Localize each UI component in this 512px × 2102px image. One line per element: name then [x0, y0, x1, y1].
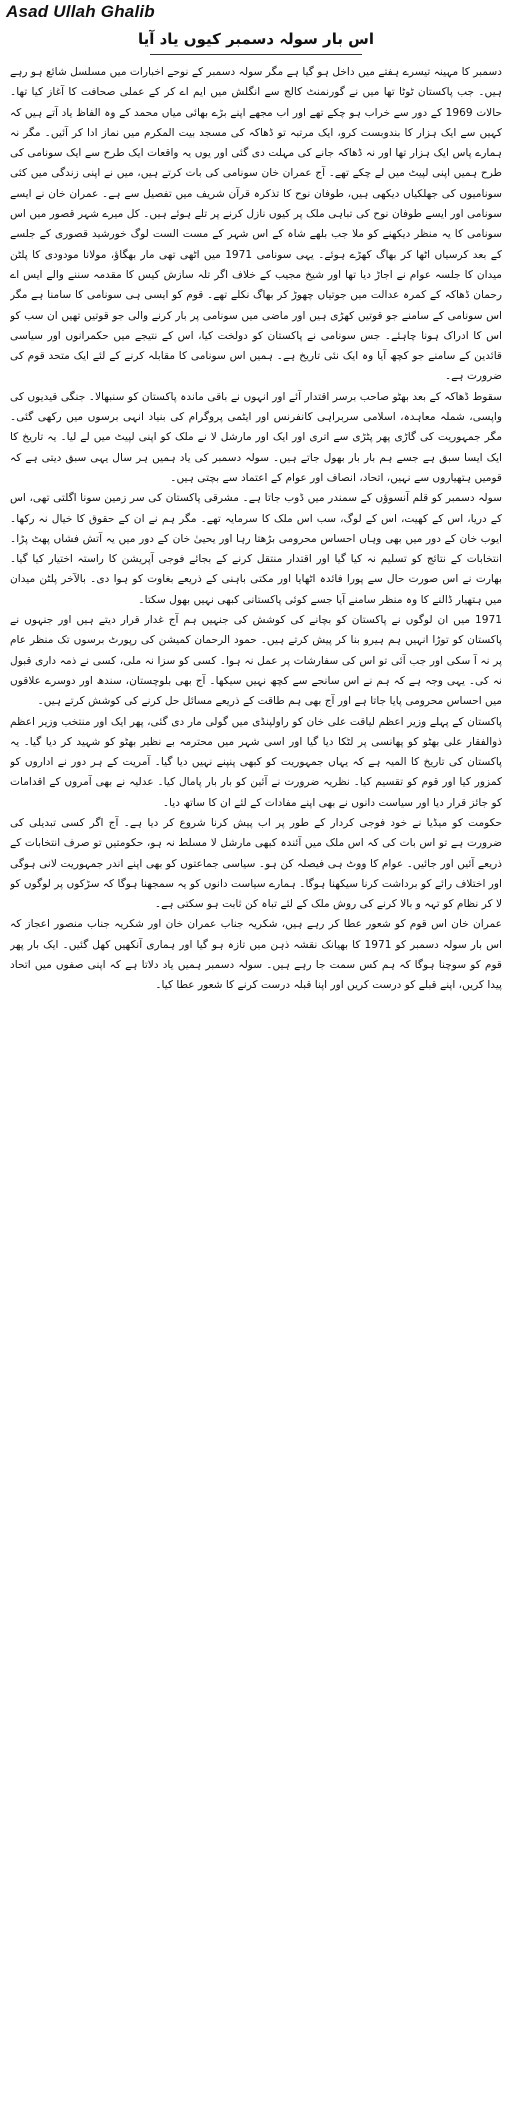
body-paragraph: عمران خان اس قوم کو شعور عطا کر رہے ہیں، شکریہ جناب عمران خان اور شکریہ جناب منصور اعجاز کہ اس بار سولہ دسمبر کو 1971 کا بھیانک نقشہ ذہن میں تازہ ہو گیا اور ہماری آنکھیں کھل گئیں۔ ایک بار پھر قوم کو سوچنا ہوگا کہ ہم کس سمت جا رہے ہیں۔ سولہ دسمبر ہمیں یاد دلاتا ہے کہ اپنی صفوں میں اتحاد پیدا کریں، اپنے قبلے کو درست کریں اور اپنا قبلہ درست کرنے کا شعور عطا کیا۔ — [10, 918, 502, 992]
body-paragraph: 1971 میں ان لوگوں نے پاکستان کو بچانے کی کوشش کی جنہیں ہم آج غدار قرار دیتے ہیں اور جنہوں نے پاکستان کو توڑا انہیں ہم ہیرو بنا کر پیش کرتے ہیں۔ حمود الرحمان کمیشن کی رپورٹ برسوں تک منظر عام پر نہ آ سکی اور جب آئی تو اس کی سفارشات پر عمل نہ ہوا۔ کسی کو سزا نہ ملی، کسی نے ذمہ داری قبول نہ کی۔ یہی وجہ ہے کہ ہم نے اس سانحے سے کچھ نہیں سیکھا۔ آج بھی بلوچستان، سندھ اور دوسرے علاقوں میں احساس محرومی پایا جاتا ہے اور آج بھی ہم طاقت کے ذریعے مسائل حل کرنے کی کوشش کرتے ہیں۔ — [10, 614, 502, 708]
article-headline: اس بار سولہ دسمبر کیوں یاد آیا — [137, 30, 375, 48]
body-paragraph: حکومت کو میڈیا نے خود فوجی کردار کے طور پر اب پیش کرنا شروع کر دیا ہے۔ آج اگر کسی تبدیلی کی ضرورت ہے تو اس بات کی کہ اس ملک میں آئندہ کبھی مارشل لا مسلط نہ ہو، حکومتیں تو صرف انتخابات کے ذریعے آئیں اور جائیں۔ عوام کا ووٹ ہی فیصلہ کن ہو۔ سیاسی جماعتوں کو بھی اپنے اندر جمہوریت لانی ہوگی اور اختلاف رائے کو برداشت کرنا سیکھنا ہوگا۔ ہمارے سیاست دانوں کو یہ سمجھنا ہوگا کہ سڑکوں پر لوگوں کو لا کر نظام کو تہہ و بالا کرنے کی روش ملک کے لئے تباہ کن ثابت ہو سکتی ہے۔ — [10, 816, 502, 911]
author-byline: Asad Ullah Ghalib — [6, 2, 155, 21]
body-paragraph: دسمبر کا مہینہ تیسرے ہفتے میں داخل ہو گیا ہے مگر سولہ دسمبر کے نوحے اخبارات میں مسلسل شائع ہو رہے ہیں۔ جب پاکستان ٹوٹا تھا میں نے گورنمنٹ کالج سے انگلش میں ایم اے کر کے عملی صحافت کا آغاز کیا تھا۔ حالات 1969 کے دور سے خراب ہو چکے تھے اور اب مجھے اپنے بڑے بھائی میاں محمد کے وہ الفاظ یاد آتے ہیں کہ کہیں سے ایک ہزار کا بندوبست کرو، ایک مرتبہ تو ڈھاکہ کی مسجد بیت المکرم میں نماز ادا کر آئیں۔ مگر نہ ہمارے پاس ایک ہزار تھا اور نہ ڈھاکہ جانے کی مہلت دی گئی اور یوں یہ واقعات ایک طرح سے ایک سونامی کی طرح ہمیں اپنی لپیٹ میں لے چکے تھے۔ آج عمران خان سونامی کی بات کرتے ہیں، میں نے اپنی زندگی میں کئی سونامیوں کی جھلکیاں دیکھی ہیں، طوفان نوح کا تذکرہ قرآن شریف میں تفصیل سے ہے۔ عمران خان نے ایسے سونامی اور ایسے طوفان نوح کی تباہی ملک پر کیوں نازل کرنے پر تلے ہوئے ہیں۔ کل میرے شہر قصور میں اس سونامی کا یہ منظر دیکھنے کو ملا جب بلھے شاہ کے اس شہر کے مست الست لوگ خورشید قصوری کے جلسے کے بعد کرسیاں اٹھا کر بھاگ کھڑے ہوئے۔ یہی سونامی 1971 میں اٹھی تھی مار بھگاؤ، مولانا مودودی کا پلٹن میدان کا جلسہ عوام نے اجاڑ دیا تھا اور شیخ مجیب کے خلاف اگر تلہ سازش کیس کا مقدمہ سننے والے ایس اے رحمان ڈھاکہ کے کمرہ عدالت میں جوتیاں چھوڑ کر بھاگ نکلے تھے۔ قوم کو ایسی ہی سونامی کا سامنا ہے مگر اس سونامی کے سامنے جو قوتیں کھڑی ہیں اور ماضی میں سونامی پر بار کرنے والی جو قوتیں تھیں ان سب کو اس کا ادراک ہونا چاہئے۔ جس سونامی نے پاکستان کو دولخت کیا، اس کے نتیجے میں حکمرانوں اور سیاسی قائدین کے سامنے جو کچھ آیا وہ ایک نئی تاریخ ہے۔ ہمیں اس سونامی کا مقابلہ کرنے کے لئے ایک متحد قوم کی ضرورت ہے۔ — [10, 66, 502, 383]
body-paragraph: پاکستان کے پہلے وزیر اعظم لیاقت علی خان کو راولپنڈی میں گولی مار دی گئی، پھر ایک اور منتخب وزیر اعظم ذوالفقار علی بھٹو کو پھانسی پر لٹکا دیا گیا اور اسی شہر میں محترمہ بے نظیر بھٹو کو شہید کر دیا گیا۔ یہ پاکستان کی تاریخ کا المیہ ہے کہ یہاں جمہوریت کو کبھی پنپنے نہیں دیا گیا۔ آمریت کے ہر دور نے اداروں کو کمزور کیا اور قوم کو تقسیم کیا۔ نظریہ ضرورت نے آئین کو بار بار پامال کیا۔ عدلیہ نے بھی آمروں کے اقدامات کو جائز قرار دیا اور سیاست دانوں نے بھی اپنے مفادات کے لئے ان کا ساتھ دیا۔ — [10, 715, 502, 809]
article-body — [10, 62, 502, 2092]
body-paragraph: سولہ دسمبر کو قلم آنسوؤں کے سمندر میں ڈوب جاتا ہے۔ مشرقی پاکستان کی سر زمین سونا اگلتی تھی، اس کے دریا، اس کے کھیت، اس کے لوگ، سب اس ملک کا سرمایہ تھے۔ مگر ہم نے ان کے حقوق کا خیال نہ رکھا۔ ایوب خان کے دور میں بھی وہاں احساس محرومی بڑھتا رہا اور یحییٰ خان کے دور میں یہ آتش فشاں پھٹ پڑا۔ انتخابات کے نتائج کو تسلیم نہ کیا گیا اور اقتدار منتقل کرنے کے بجائے فوجی آپریشن کا راستہ اختیار کیا گیا۔ بھارت نے اس صورت حال سے پورا فائدہ اٹھایا اور مکتی باہنی کے ذریعے بغاوت کو ہوا دی۔ بالآخر پلٹن میدان میں ہتھیار ڈالنے کا وہ منظر سامنے آیا جسے کوئی پاکستانی کبھی نہیں بھول سکتا۔ — [10, 492, 502, 606]
headline-divider — [150, 54, 362, 55]
body-paragraph: سقوط ڈھاکہ کے بعد بھٹو صاحب برسر اقتدار آئے اور انہوں نے باقی ماندہ پاکستان کو سنبھالا۔ جنگی قیدیوں کی واپسی، شملہ معاہدہ، اسلامی سربراہی کانفرنس اور ایٹمی پروگرام کی بنیاد انہی برسوں میں رکھی گئی۔ مگر جمہوریت کی گاڑی پھر پٹڑی سے اتری اور ایک اور مارشل لا نے ملک کو اپنی لپیٹ میں لے لیا۔ یہ تاریخ کا ایک ایسا سبق ہے جسے ہم بار بار بھول جاتے ہیں۔ سولہ دسمبر کی یاد ہمیں ہر سال یہی سبق دیتی ہے کہ قومیں ہتھیاروں سے نہیں، اتحاد، انصاف اور عوام کے اعتماد سے بچتی ہیں۔ — [10, 390, 502, 484]
